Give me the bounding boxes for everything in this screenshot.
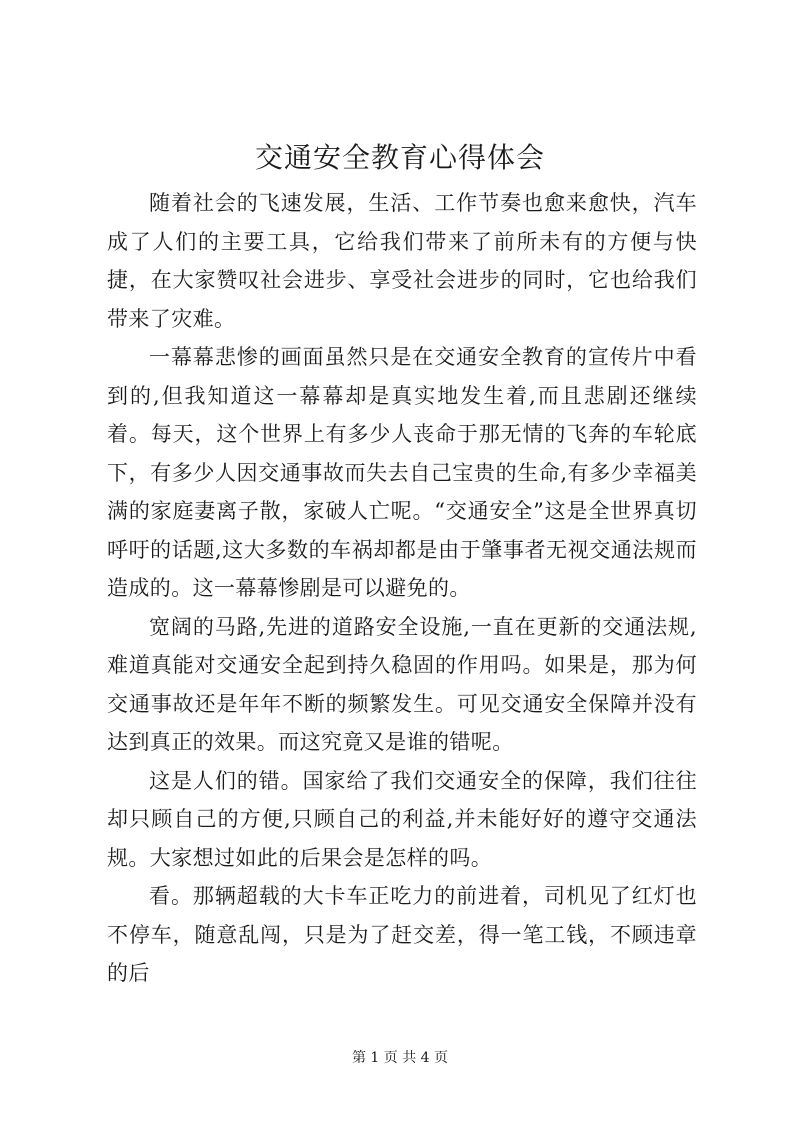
document-body	[107, 184, 697, 993]
paragraph-3: 宽阔的马路,先进的道路安全设施,一直在更新的交通法规,难道真能对交通安全起到持久稳固的作用吗。如果是，那为何交通事故还是年年不断的频繁发生。可见交通安全保障并没有达到真正的效果。而这究竟又是谁的错呢。	[107, 614, 697, 754]
paragraph-5: 看。那辆超载的大卡车正吃力的前进着，司机见了红灯也不停车，随意乱闯，只是为了赶交差，得一笔工钱，不顾违章的后	[107, 884, 697, 985]
page-footer: 第 1 页 共 4 页	[351, 1050, 449, 1066]
paragraph-2: 一幕幕悲惨的画面虽然只是在交通安全教育的宣传片中看到的,但我知道这一幕幕却是真实地发生着,而且悲剧还继续着。每天，这个世界上有多少人丧命于那无情的飞奔的车轮底下，有多少人因交通事故而失去自己宝贵的生命,有多少幸福美满的家庭妻离子散，家破人亡呢。“交通安全”这是全世界真切呼吁的话题,这大多数的车祸却都是由于肇事者无视交通法规而造成的。这一幕幕惨剧是可以避免的。	[107, 345, 697, 600]
paragraph-4: 这是人们的错。国家给了我们交通安全的保障，我们往往却只顾自己的方便,只顾自己的利益,并未能好好的遵守交通法规。大家想过如此的后果会是怎样的吗。	[107, 768, 697, 870]
document-title: 交通安全教育心得体会	[254, 141, 545, 174]
paragraph-1: 随着社会的飞速发展，生活、工作节奏也愈来愈快，汽车成了人们的主要工具，它给我们带来了前所未有的方便与快捷，在大家赞叹社会进步、享受社会进步的同时，它也给我们带来了灾难。	[107, 191, 697, 331]
